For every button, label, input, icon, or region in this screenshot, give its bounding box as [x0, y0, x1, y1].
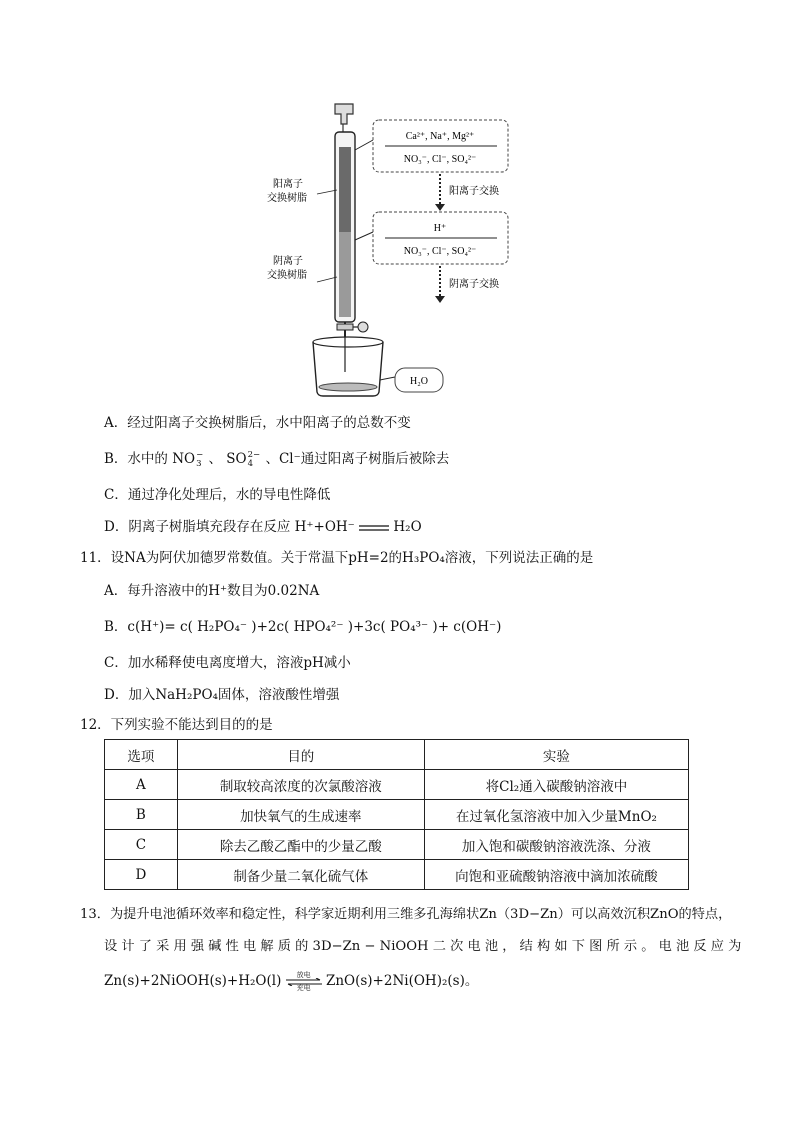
q11-option-b: B．c(H⁺)= c( H₂PO₄⁻ )+2c( HPO₄²⁻ )+3c( PO₄³⁻ )+ c(OH⁻) [104, 619, 502, 635]
anion-resin-label-2: 交换树脂 [267, 270, 307, 281]
beaker-label: H₂O [410, 376, 428, 387]
table-header: 选项 [105, 740, 178, 770]
box2-bottom-text: NO₃⁻, Cl⁻, SO₄²⁻ [403, 246, 477, 257]
cation-exchange-label: 阳离子交换 [449, 186, 499, 197]
q10-option-a: A．经过阳离子交换树脂后，水中阳离子的总数不变 [104, 415, 411, 431]
table-row [105, 800, 689, 830]
q11-option-a: A．每升溶液中的H⁺数目为0.02NA [104, 583, 320, 599]
faucet-icon [335, 104, 353, 124]
table-cell: A [105, 770, 178, 800]
experiment-table [104, 739, 689, 890]
q13-line-2: 设 计 了 采 用 强 碱 性 电 解 质 的 3D−Zn − NiOOH 二 次 电 池 ， 结 构 如 下 图 所 示 。 电 池 反 应 为 [104, 939, 742, 954]
table-row [105, 860, 689, 890]
table-cell: 加入饱和碳酸钠溶液洗涤、分液 [424, 830, 688, 860]
q10-option-c: C．通过净化处理后，水的导电性降低 [104, 487, 331, 503]
q11-stem: 11．设NA为阿伏加德罗常数值。关于常温下pH=2的H₃PO₄溶液，下列说法正确的是 [80, 550, 594, 566]
anion-resin-label-1: 阴离子 [273, 256, 303, 267]
anion-exchange-label: 阴离子交换 [449, 279, 499, 290]
table-header: 目的 [177, 740, 424, 770]
double-line-equals-icon [359, 524, 389, 532]
q10-option-d: D．阴离子树脂填充段存在反应 H⁺+OH⁻ H₂O [104, 519, 422, 535]
table-row [105, 770, 689, 800]
table-cell: C [105, 830, 178, 860]
anion-resin-fill [339, 232, 351, 317]
box1-top-text: Ca²⁺, Na⁺, Mg²⁺ [405, 131, 475, 142]
ion-exchange-diagram [265, 92, 535, 400]
table-cell: 制备少量二氧化硫气体 [177, 860, 424, 890]
table-row [105, 830, 689, 860]
reversible-arrow-icon: 放电 充电 [286, 973, 322, 991]
q13-equation: Zn(s)+2NiOOH(s)+H₂O(l) 放电 充电 ZnO(s)+2Ni(OH)₂(s)。 [104, 970, 479, 992]
table-cell: 在过氧化氢溶液中加入少量MnO₂ [424, 800, 688, 830]
table-cell: 将Cl₂通入碳酸钠溶液中 [424, 770, 688, 800]
table-cell: D [105, 860, 178, 890]
arrow-down-icon [435, 204, 445, 211]
q11-option-c: C．加水稀释使电离度增大，溶液pH减小 [104, 655, 351, 671]
table-header-row [105, 740, 689, 770]
q11-option-d: D．加入NaH₂PO₄固体，溶液酸性增强 [104, 687, 340, 703]
box2-top-text: H⁺ [433, 223, 447, 234]
q10-option-b: B．水中的 NO − 3 、 SO 2− 4 、Cl⁻通过阳离子树脂后被除去 [104, 449, 450, 469]
cation-resin-label-1: 阳离子 [273, 179, 303, 190]
arrow-down-icon [435, 296, 445, 303]
table-cell: B [105, 800, 178, 830]
cation-resin-fill [339, 147, 351, 232]
q12-stem: 12．下列实验不能达到目的的是 [80, 717, 273, 733]
table-header: 实验 [424, 740, 688, 770]
table-cell: 除去乙酸乙酯中的少量乙酸 [177, 830, 424, 860]
cation-resin-label-2: 交换树脂 [267, 193, 307, 204]
table-cell: 向饱和亚硫酸钠溶液中滴加浓硫酸 [424, 860, 688, 890]
table-cell: 加快氧气的生成速率 [177, 800, 424, 830]
box1-bottom-text: NO₃⁻, Cl⁻, SO₄²⁻ [403, 154, 477, 165]
q13-line-1: 13．为提升电池循环效率和稳定性，科学家近期利用三维多孔海绵状Zn（3D−Zn）可以高效沉积ZnO的特点， [80, 907, 732, 922]
table-cell: 制取较高浓度的次氯酸溶液 [177, 770, 424, 800]
